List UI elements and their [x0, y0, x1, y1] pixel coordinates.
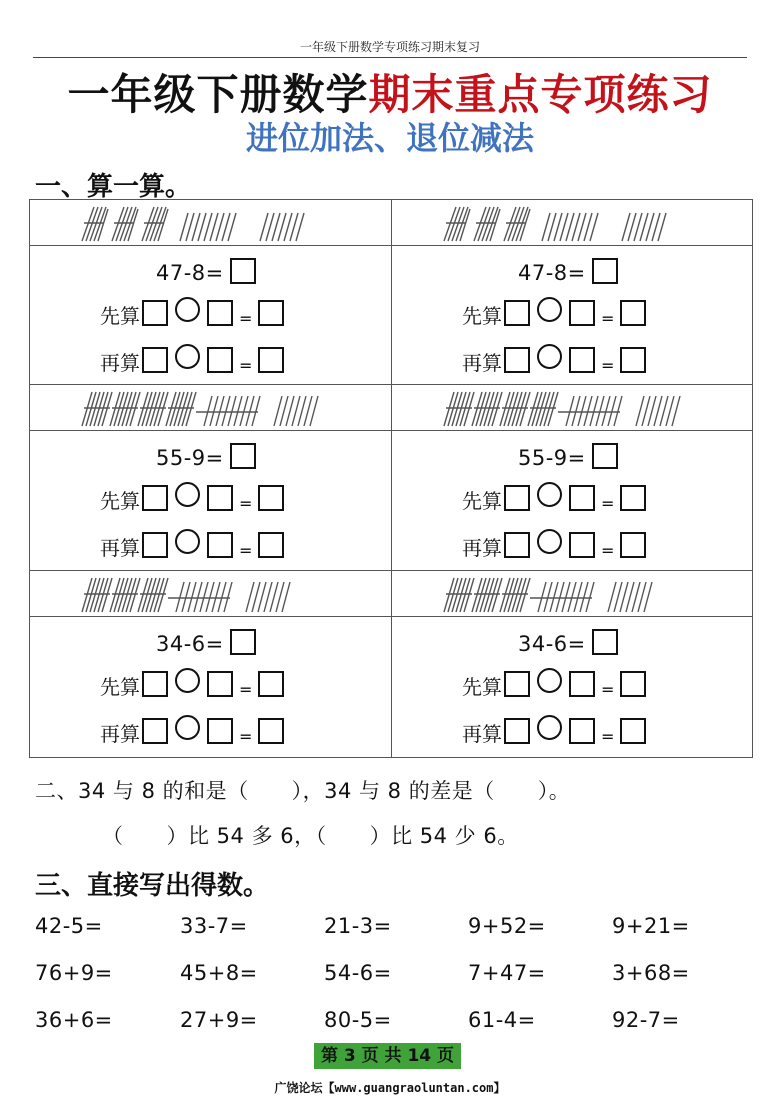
then-step-result-box[interactable] [620, 347, 646, 373]
equals-sign: = [239, 356, 253, 375]
answer-box[interactable] [592, 258, 618, 284]
then-step-box-b[interactable] [569, 718, 595, 744]
then-step-result-box[interactable] [620, 532, 646, 558]
problem-expression: 55-9= [518, 446, 586, 470]
first-step-box-b[interactable] [207, 300, 233, 326]
sub-title: 进位加法、退位减法 [245, 119, 534, 157]
header-rule [33, 57, 747, 58]
first-step-result-box[interactable] [258, 300, 284, 326]
equals-sign: = [601, 309, 615, 328]
equals-sign: = [239, 494, 253, 513]
then-step-result-box[interactable] [258, 347, 284, 373]
site-url: 【www.guangraoluntan.com】 [322, 1081, 506, 1095]
drill-problem: 36+6= [35, 1008, 113, 1032]
picture-row-2 [30, 385, 752, 431]
then-step-label: 再算 [462, 351, 502, 375]
first-step-box-b[interactable] [207, 671, 233, 697]
answer-box[interactable] [230, 629, 256, 655]
then-step-result-box[interactable] [258, 532, 284, 558]
picture-row-1 [30, 200, 752, 246]
equals-sign: = [239, 309, 253, 328]
drill-problem: 92-7= [612, 1008, 680, 1032]
first-step-box-a[interactable] [142, 485, 168, 511]
first-step-operator-circle[interactable] [537, 482, 562, 507]
first-step-box-b[interactable] [569, 671, 595, 697]
section3-heading: 三、直接写出得数。 [35, 871, 270, 901]
then-step-label: 再算 [100, 536, 140, 560]
then-step-box-b[interactable] [569, 532, 595, 558]
first-step-operator-circle[interactable] [537, 668, 562, 693]
problem-expression: 34-6= [156, 632, 224, 656]
drill-problem: 42-5= [35, 914, 103, 938]
first-step-label: 先算 [462, 489, 502, 513]
then-step-operator-circle[interactable] [175, 715, 200, 740]
then-step-operator-circle[interactable] [175, 529, 200, 554]
first-step-result-box[interactable] [620, 300, 646, 326]
first-step-operator-circle[interactable] [175, 297, 200, 322]
then-step-label: 再算 [100, 722, 140, 746]
first-step-box-a[interactable] [504, 671, 530, 697]
sticks-picture-2-right [440, 388, 740, 428]
drill-problem: 7+47= [468, 961, 546, 985]
first-step-box-a[interactable] [504, 300, 530, 326]
section2-line2: （ ）比 54 多 6，（ ）比 54 少 6。 [102, 824, 519, 848]
running-header: 一年级下册数学专项练习期末复习 [299, 40, 480, 54]
sticks-picture-47-left [78, 203, 378, 243]
then-step-label: 再算 [462, 536, 502, 560]
sticks-picture-3-left [78, 574, 378, 614]
then-step-box-a[interactable] [504, 347, 530, 373]
picture-row-3 [30, 571, 752, 617]
problem-expression: 47-8= [518, 261, 586, 285]
equals-sign: = [239, 727, 253, 746]
first-step-operator-circle[interactable] [175, 482, 200, 507]
first-step-label: 先算 [462, 675, 502, 699]
first-step-box-b[interactable] [569, 485, 595, 511]
drill-problem: 45+8= [180, 961, 258, 985]
problem-row-1 [30, 246, 752, 385]
first-step-box-b[interactable] [207, 485, 233, 511]
first-step-label: 先算 [100, 304, 140, 328]
then-step-box-a[interactable] [504, 718, 530, 744]
answer-box[interactable] [230, 443, 256, 469]
then-step-operator-circle[interactable] [537, 715, 562, 740]
first-step-result-box[interactable] [258, 671, 284, 697]
first-step-result-box[interactable] [258, 485, 284, 511]
drill-problem: 9+52= [468, 914, 546, 938]
equals-sign: = [601, 494, 615, 513]
problem-row-3 [30, 617, 752, 757]
sticks-picture-1-right [440, 203, 740, 243]
drill-problem: 21-3= [324, 914, 392, 938]
equals-sign: = [239, 680, 253, 699]
problem-row-2 [30, 431, 752, 571]
then-step-operator-circle[interactable] [175, 344, 200, 369]
then-step-operator-circle[interactable] [537, 344, 562, 369]
site-name: 广饶论坛 [274, 1081, 323, 1095]
answer-box[interactable] [230, 258, 256, 284]
problem-expression: 47-8= [156, 261, 224, 285]
first-step-box-a[interactable] [142, 671, 168, 697]
then-step-label: 再算 [100, 351, 140, 375]
first-step-box-a[interactable] [142, 300, 168, 326]
drill-problem: 54-6= [324, 961, 392, 985]
drill-problem: 61-4= [468, 1008, 536, 1032]
problem-cell-3-left [30, 617, 391, 757]
then-step-box-a[interactable] [142, 347, 168, 373]
equals-sign: = [239, 541, 253, 560]
sticks-picture-3-right [440, 574, 740, 614]
then-step-box-b[interactable] [207, 347, 233, 373]
first-step-box-a[interactable] [504, 485, 530, 511]
problem-cell-3-right [392, 617, 753, 757]
drill-problem: 27+9= [180, 1008, 258, 1032]
main-title-part2: 期末重点专项练习 [368, 70, 713, 119]
first-step-result-box[interactable] [620, 485, 646, 511]
then-step-box-a[interactable] [142, 718, 168, 744]
drill-problem: 9+21= [612, 914, 690, 938]
then-step-box-a[interactable] [142, 532, 168, 558]
problem-cell-1-right [392, 246, 753, 385]
sticks-picture-2-left [78, 388, 378, 428]
answer-box[interactable] [592, 443, 618, 469]
first-step-operator-circle[interactable] [537, 297, 562, 322]
then-step-box-b[interactable] [569, 347, 595, 373]
equals-sign: = [601, 541, 615, 560]
drill-problem: 76+9= [35, 961, 113, 985]
then-step-box-b[interactable] [207, 532, 233, 558]
problem-cell-1-left [30, 246, 391, 385]
drill-problem: 33-7= [180, 914, 248, 938]
problem-cell-2-left [30, 431, 391, 571]
problem-cell-2-right [392, 431, 753, 571]
exercise-grid [29, 199, 753, 758]
page-number-badge: 第 3 页 共 14 页 [314, 1043, 461, 1069]
first-step-label: 先算 [100, 675, 140, 699]
then-step-box-a[interactable] [504, 532, 530, 558]
problem-expression: 55-9= [156, 446, 224, 470]
equals-sign: = [601, 680, 615, 699]
site-footer [0, 1079, 780, 1096]
first-step-result-box[interactable] [620, 671, 646, 697]
main-title-part1: 一年级下册数学 [67, 70, 369, 119]
then-step-operator-circle[interactable] [537, 529, 562, 554]
then-step-box-b[interactable] [207, 718, 233, 744]
answer-box[interactable] [592, 629, 618, 655]
first-step-operator-circle[interactable] [175, 668, 200, 693]
then-step-label: 再算 [462, 722, 502, 746]
first-step-label: 先算 [462, 304, 502, 328]
first-step-box-b[interactable] [569, 300, 595, 326]
drill-problem: 80-5= [324, 1008, 392, 1032]
section2-line1: 二、34 与 8 的和是（ ），34 与 8 的差是（ ）。 [35, 779, 571, 803]
drill-problem: 3+68= [612, 961, 690, 985]
problem-expression: 34-6= [518, 632, 586, 656]
equals-sign: = [601, 727, 615, 746]
then-step-result-box[interactable] [620, 718, 646, 744]
first-step-label: 先算 [100, 489, 140, 513]
equals-sign: = [601, 356, 615, 375]
then-step-result-box[interactable] [258, 718, 284, 744]
section1-heading: 一、算一算。 [35, 172, 192, 202]
